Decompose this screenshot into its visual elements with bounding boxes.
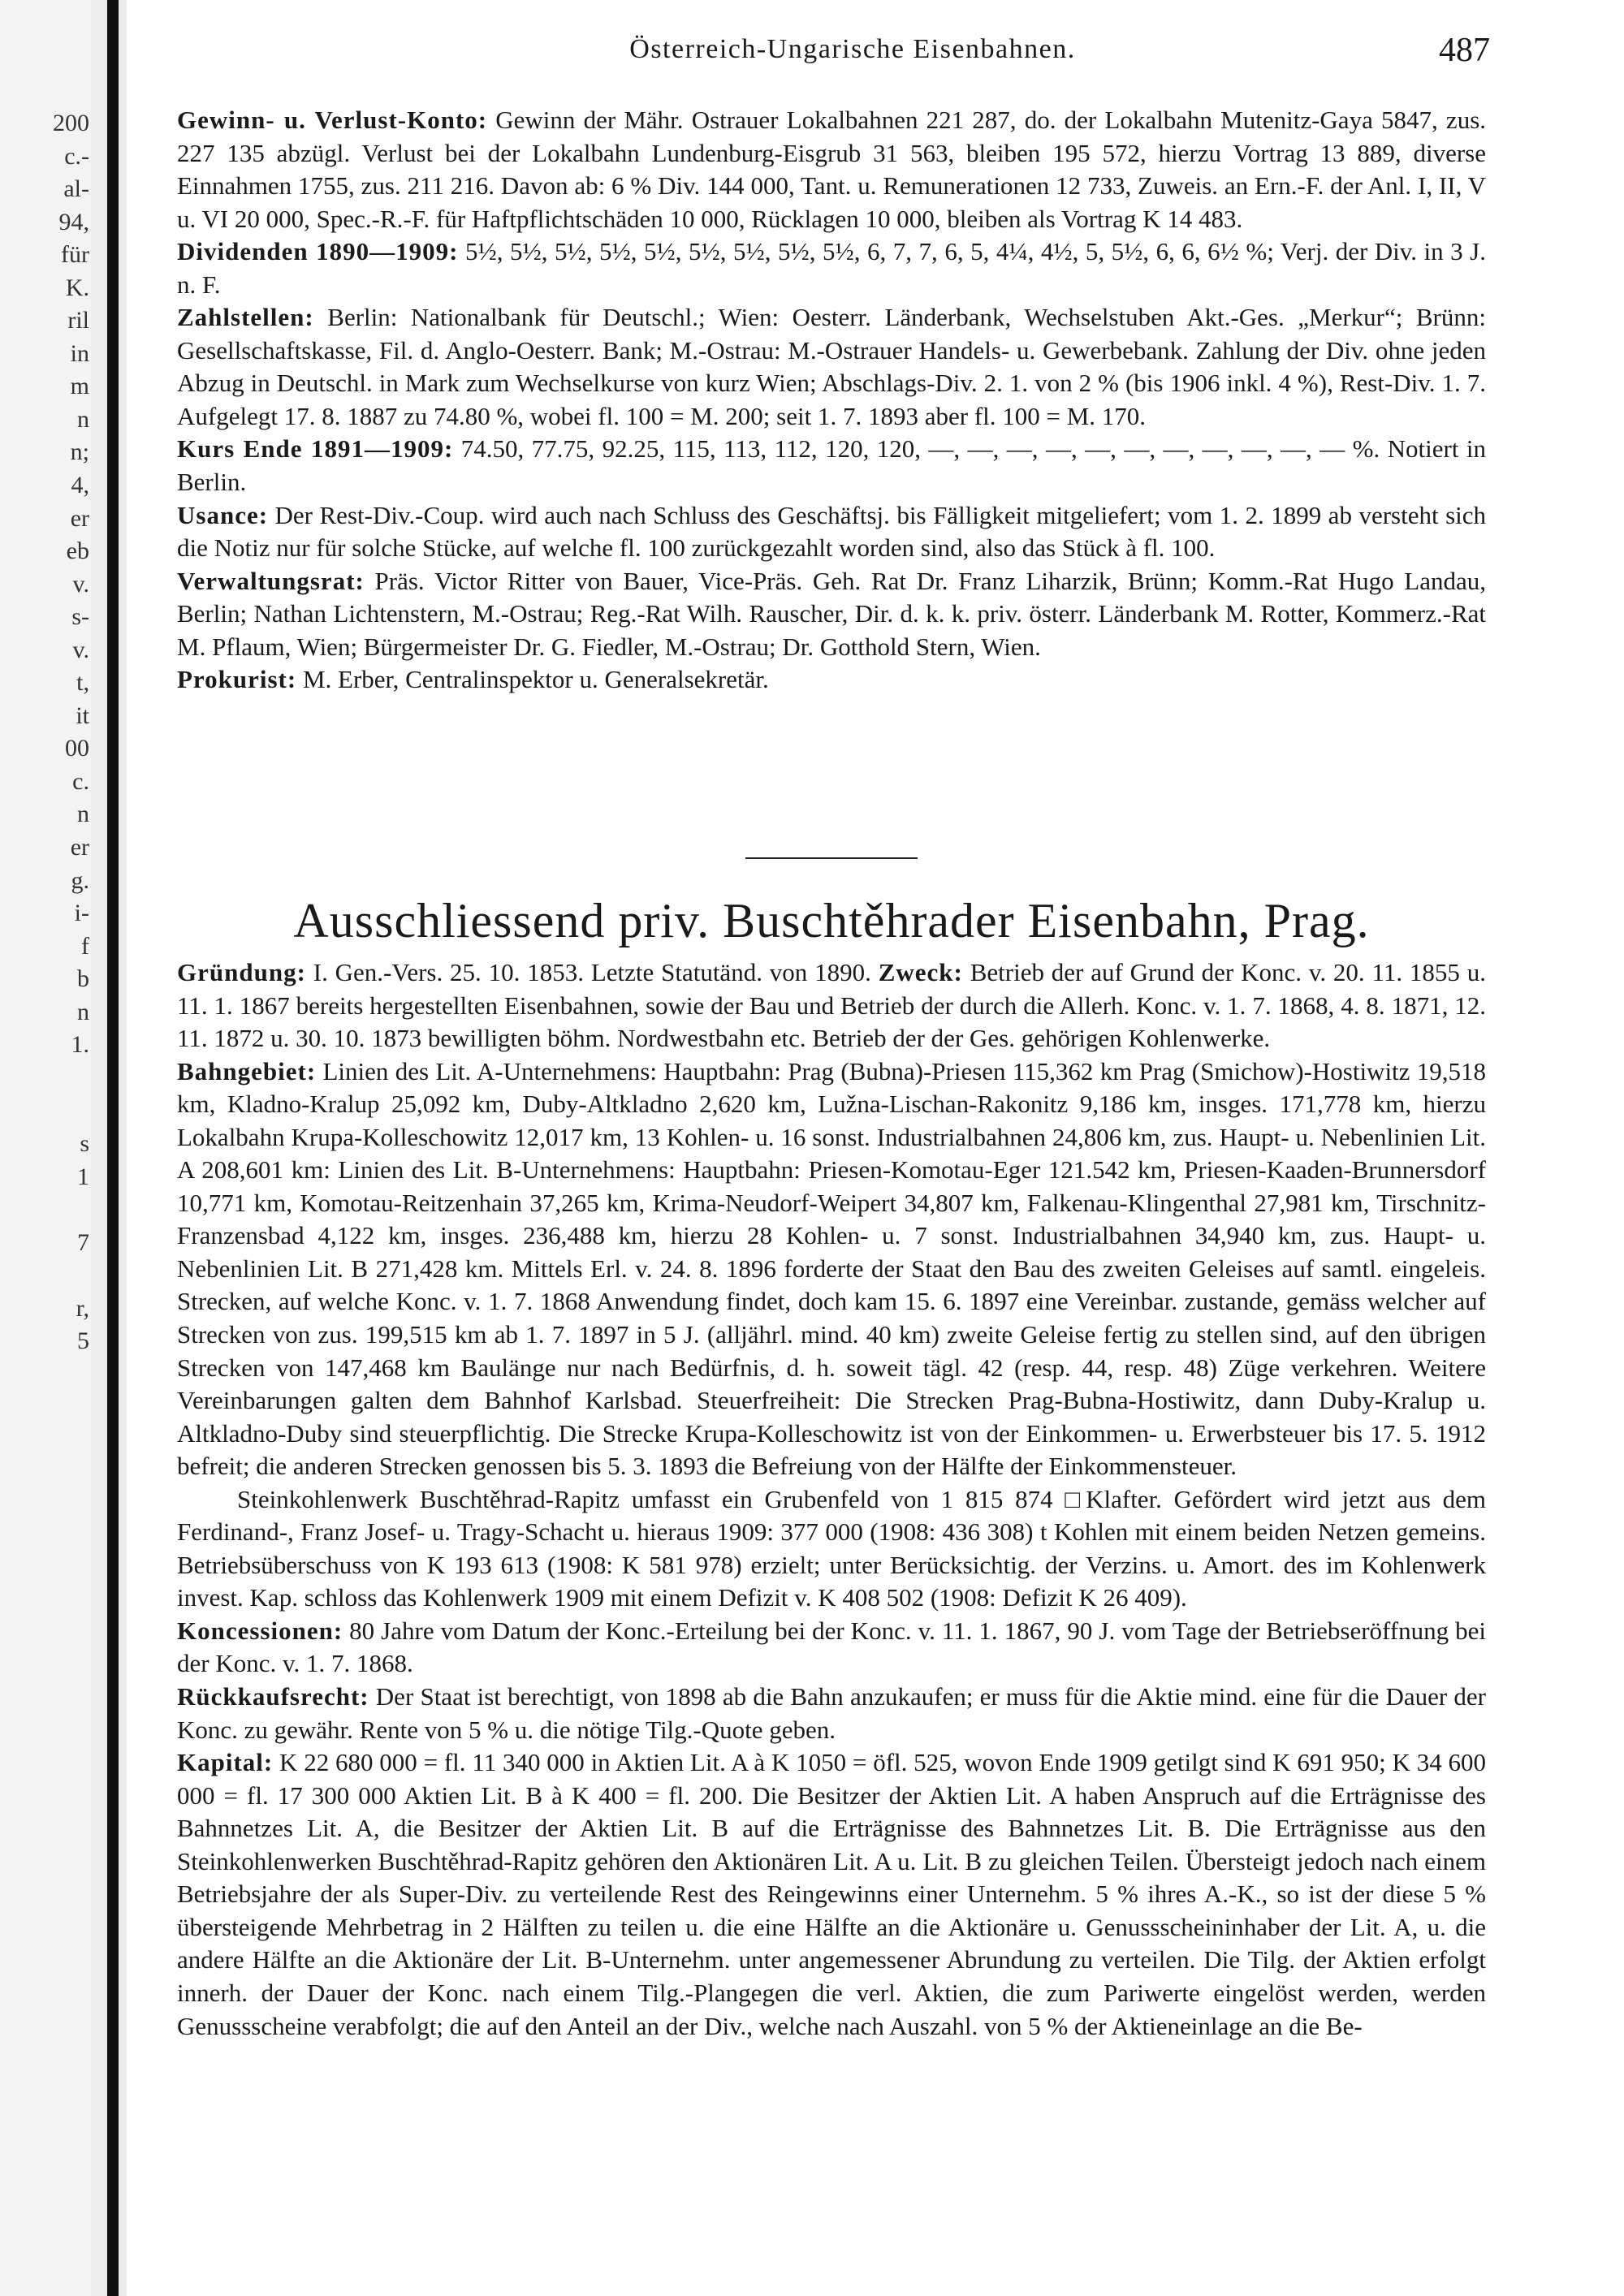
label-kurs: Kurs Ende 1891—1909: xyxy=(177,434,454,464)
section-buschtehrader xyxy=(177,956,1486,2043)
margin-fragment: f xyxy=(81,932,89,960)
section-mahr-ostrauer xyxy=(177,104,1486,697)
paragraph-usance xyxy=(177,499,1486,565)
text-rueckkaufsrecht: Der Staat ist berechtigt, von 1898 ab die Bahn anzukaufen; er muss für die Aktie mind. eine für die Dauer der Konc. zu gewähr. Rente von 5 % u. die nötige Tilg.-Quote geben. xyxy=(177,1682,1486,1744)
margin-fragment: i- xyxy=(74,900,89,927)
margin-fragment xyxy=(0,1259,89,1293)
text-verwaltungsrat: Präs. Victor Ritter von Bauer, Vice-Präs. Geh. Rat Dr. Franz Liharzik, Brünn; Komm.-Rat Hugo Landau, Berlin; Nathan Lichtenstern, M.-Ostrau; Reg.-Rat Wilh. Rauscher, Dir. d. k. k. priv. österr. Länderbank M. Rotter, Kommerz.-Rat M. Pflaum, Wien; Bürgermeister Dr. G. Fiedler, M.-Ostrau; Dr. Gotthold Stern, Wien. xyxy=(177,566,1486,661)
margin-fragment: c.- xyxy=(64,142,89,170)
text-konzessionen: 80 Jahre vom Datum der Konc.-Erteilung bei der Konc. v. 11. 1. 1867, 90 J. vom Tage der Betriebseröffnung bei der Konc. v. 1. 7. 1868. xyxy=(177,1616,1486,1678)
label-dividenden: Dividenden 1890—1909: xyxy=(177,237,459,266)
paragraph-prokurist xyxy=(177,663,1486,697)
margin-fragments xyxy=(0,107,89,1358)
margin-fragment: 4, xyxy=(71,472,89,499)
margin-fragment xyxy=(0,1062,89,1095)
text-usance: Der Rest-Div.-Coup. wird auch nach Schluss des Geschäftsj. bis Fälligkeit mitgeliefert; vom 1. 2. 1899 ab versteht sich die Notiz nur für solche Stücke, auf welche fl. 100 zurückgezahlt worden sind, also das Stück à fl. 100. xyxy=(177,500,1486,563)
paragraph-zahlstellen xyxy=(177,301,1486,433)
paragraph-dividenden xyxy=(177,235,1486,301)
margin-fragment: v. xyxy=(72,570,89,598)
text-bahngebiet: Linien des Lit. A-Unternehmens: Hauptbahn: Prag (Bubna)-Priesen 115,362 km Prag (Smichow)-Hostiwitz 19,518 km, Kladno-Kralup 25,092 km, Duby-Altkladno 2,620 km, Lužna-Lischan-Rakonitz 9,186 km, insges. 171,778 km, hierzu Lokalbahn Krupa-Kolleschowitz 12,017 km, 13 Kohlen- u. 16 sonst. Industrialbahnen 24,806 km, zus. Haupt- u. Nebenlinien Lit. A 208,601 km: Linien des Lit. B-Unternehmens: Hauptbahn: Priesen-Komotau-Eger 121.542 km, Priesen-Kaaden-Brunnersdorf 10,771 km, Komotau-Reitzenhain 37,265 km, Krima-Neudorf-Weipert 34,807 km, Falkenau-Klingenthal 27,981 km, Tirschnitz-Franzensbad 4,122 km, insges. 236,488 km, hierzu 28 Kohlen- u. 7 sonst. Industrialbahnen 34,940 km, zus. Haupt- u. Nebenlinien Lit. B 271,428 km. Mittels Erl. v. 24. 8. 1896 forderte der Staat den Bau des zweiten Geleises auf samtl. eingeleis. Strecken, auf welche Konc. v. 1. 7. 1868 Anwendung findet, doch kam 15. 6. 1897 eine Vereinbar. zustande, gemäss welcher auf Strecken von zus. 199,515 km ab 1. 7. 1897 in 5 J. (alljährl. mind. 40 km) zweite Geleise fertig zu stellen sind, auf den übrigen Strecken von 147,468 km Baulänge nur nach Bedürfnis, d. h. soweit tägl. 42 (resp. 44, resp. 48) Züge verkehren. Weitere Vereinbarungen galten dem Bahnhof Karlsbad. Steuerfreiheit: Die Strecken Prag-Bubna-Hostiwitz, dann Duby-Kralup u. Altkladno-Duby sind steuerpflichtig. Die Strecke Krupa-Kolleschowitz ist von der Einkommen- u. Erwerbsteuer bis 17. 5. 1912 befreit; die anderen Strecken genossen bis 5. 3. 1893 die Befreiung von der Hälfte der Einkommensteuer. xyxy=(177,1056,1486,1481)
paragraph-rueckkaufsrecht xyxy=(177,1681,1486,1746)
text-gewinn: Gewinn der Mähr. Ostrauer Lokalbahnen 221 287, do. der Lokalbahn Mutenitz-Gaya 5847, zus. 227 135 abzügl. Verlust bei der Lokalbahn Lundenburg-Eisgrub 31 563, bleiben 195 572, hierzu Vortrag 13 889, diverse Einnahmen 1755, zus. 211 216. Davon ab: 6 % Div. 144 000, Tant. u. Remunerationen 12 733, Zuweis. an Ern.-F. der Anl. I, II, V u. VI 20 000, Spec.-R.-F. für Haftpflichtschäden 10 000, Rücklagen 10 000, bleiben als Vortrag K 14 483. xyxy=(177,106,1487,233)
margin-fragment: 1 xyxy=(77,1163,89,1190)
margin-fragment: in xyxy=(70,339,89,367)
paragraph-konzessionen xyxy=(177,1615,1486,1681)
margin-fragment: n; xyxy=(70,438,89,466)
text-prokurist: M. Erber, Centralinspektor u. Generalsekretär. xyxy=(296,665,769,694)
label-rueckkaufsrecht: Rückkaufsrecht: xyxy=(177,1682,369,1711)
text-zweck: Betrieb der auf Grund der Konc. v. 20. 11. 1855 u. 11. 1. 1867 bereits hergestellten Eisenbahnen, sowie der Bau und Betrieb der durch die Allerh. Konc. v. 1. 7. 1868, 4. 8. 1871, 12. 11. 1872 u. 30. 10. 1873 bewilligten böhm. Nordwestbahn etc. Betrieb der der Ges. gehörigen Kohlenwerke. xyxy=(177,958,1487,1053)
text-zahlstellen: Berlin: Nationalbank für Deutschl.; Wien: Oesterr. Länderbank, Wechselstuben Akt.-Ges. „Merkur“; Brünn: Gesellschaftskasse, Fil. d. Anglo-Oesterr. Bank; M.-Ostrau: M.-Ostrauer Handels- u. Gewerbebank. Zahlung der Div. ohne jeden Abzug in Deutschl. in Mark zum Wechselkurse von kurz Wien; Abschlags-Div. 2. 1. von 2 % (bis 1906 inkl. 4 %), Rest-Div. 1. 7. Aufgelegt 17. 8. 1887 zu 74.80 %, wobei fl. 100 = M. 200; seit 1. 7. 1893 aber fl. 100 = M. 170. xyxy=(177,303,1486,430)
margin-fragment: s xyxy=(80,1129,89,1157)
margin-fragment: g. xyxy=(71,866,89,894)
margin-fragment: für xyxy=(61,241,89,269)
previous-page-edge xyxy=(0,0,91,2296)
margin-fragment: n xyxy=(77,998,89,1025)
margin-fragment: al- xyxy=(63,175,89,203)
margin-fragment xyxy=(0,1193,89,1227)
paragraph-gewinn xyxy=(177,104,1486,235)
margin-fragment: er xyxy=(70,834,89,861)
margin-fragment: eb xyxy=(66,537,89,565)
section-divider xyxy=(745,857,918,859)
margin-fragment: n xyxy=(77,801,89,828)
text-dividenden: 5½, 5½, 5½, 5½, 5½, 5½, 5½, 5½, 5½, 6, 7, 7, 6, 5, 4¼, 4½, 5, 5½, 6, 6, 6½ %; Verj. der Div. in 3 J. n. F. xyxy=(177,237,1486,299)
label-prokurist: Prokurist: xyxy=(177,665,297,694)
text-gruendung: I. Gen.-Vers. 25. 10. 1853. Letzte Statutänd. von 1890. xyxy=(305,958,871,986)
margin-fragment: it xyxy=(76,701,89,729)
label-bahngebiet: Bahngebiet: xyxy=(177,1056,317,1085)
margin-fragment: m xyxy=(70,373,89,400)
label-usance: Usance: xyxy=(177,500,269,529)
text-kapital: K 22 680 000 = fl. 11 340 000 in Aktien Lit. A à K 1050 = öfl. 525, wovon Ende 1909 getilgt sind K 691 950; K 34 600 000 = fl. 17 300 000 Aktien Lit. B à K 400 = fl. 200. Die Besitzer der Aktien Lit. A haben Anspruch auf die Erträgnisse des Bahnnetzes Lit. A, die Besitzer der Aktien Lit. B auf die Erträgnisse des Bahnnetzes Lit. B. Die Erträgnisse aus den Steinkohlenwerken Buschtěhrad-Rapitz gehören den Aktionären Lit. A u. Lit. B zu gleichen Teilen. Übersteigt jedoch nach einem Betriebsjahre der als Super-Div. zu verteilende Rest des Reingewinns einer Unternehm. 5 % ihres A.-K., so ist der diese 5 % übersteigende Mehrbetrag in 2 Hälften zu teilen u. die eine Hälfte an die Aktionäre u. Genussscheininhaber der Lit. A, u. die andere Hälfte an die Aktionäre der Lit. B-Unternehm. unter angemessener Abrundung zu verteilen. Die Tilg. der Aktien erfolgt innerh. der Dauer der Konc. nach einem Tilg.-Plangegen die verl. Aktien, die zum Pariwerte eingelöst werden, werden Genussscheine verabfolgt; die auf den Anteil an der Div., welche nach Auszahl. von 5 % der Aktieneinlage an die Be- xyxy=(177,1748,1486,2040)
paragraph-verwaltungsrat xyxy=(177,565,1486,664)
margin-fragment: 7 xyxy=(77,1228,89,1256)
margin-fragment: b xyxy=(77,965,89,993)
margin-fragment: r, xyxy=(76,1294,89,1322)
label-kapital: Kapital: xyxy=(177,1748,274,1777)
paragraph-kurs xyxy=(177,433,1486,498)
paragraph-bahngebiet xyxy=(177,1055,1486,1483)
page-number: 487 xyxy=(1439,32,1490,69)
label-konzessionen: Koncessionen: xyxy=(177,1616,343,1645)
text-kurs: 74.50, 77.75, 92.25, 115, 113, 112, 120, 120, —, —, —, —, —, —, —, —, —, —, — %. Notiert in Berlin. xyxy=(177,434,1486,497)
margin-fragment: ril xyxy=(67,307,89,334)
margin-fragment: er xyxy=(70,504,89,532)
margin-fragment: 5 xyxy=(77,1327,89,1355)
margin-fragment: n xyxy=(77,405,89,433)
paragraph-kapital xyxy=(177,1746,1486,2043)
margin-fragment: 200 xyxy=(53,110,89,136)
margin-fragment: 94, xyxy=(58,208,89,235)
running-header: Österreich-Ungarische Eisenbahnen. xyxy=(629,34,1076,64)
label-verwaltungsrat: Verwaltungsrat: xyxy=(177,566,365,595)
margin-fragment: v. xyxy=(72,636,89,663)
binding-rule xyxy=(107,0,119,2296)
margin-fragment: t, xyxy=(76,669,89,697)
label-gewinn: Gewinn- u. Verlust-Konto: xyxy=(177,106,488,134)
section-heading: Ausschliessend priv. Buschtěhrader Eisenbahn, Prag. xyxy=(293,894,1370,947)
label-gruendung: Gründung: xyxy=(177,958,306,986)
margin-fragment: 1. xyxy=(71,1031,89,1059)
margin-fragment xyxy=(0,1094,89,1128)
label-zahlstellen: Zahlstellen: xyxy=(177,303,314,332)
paragraph-steinkohlenwerk: Steinkohlenwerk Buschtěhrad-Rapitz umfasst ein Grubenfeld von 1 815 874 □Klafter. Gefördert wird jetzt aus dem Ferdinand-, Franz Josef- u. Tragy-Schacht u. hieraus 1909: 377 000 (1908: 436 308) t Kohlen mit einem beiden Netzen gemeins. Betriebsüberschuss von K 193 613 (1908: K 581 978) erzielt; unter Berücksichtig. der Verzins. u. Amort. des im Kohlenwerk invest. Kap. schloss das Kohlenwerk 1909 mit einem Defizit v. K 408 502 (1908: Defizit K 26 409). xyxy=(177,1484,1486,1612)
margin-fragment: 00 xyxy=(65,735,89,762)
paragraph-gruendung xyxy=(177,956,1486,1055)
label-zweck: Zweck: xyxy=(878,958,963,986)
margin-fragment: K. xyxy=(65,274,89,301)
margin-fragment: c. xyxy=(72,767,89,795)
margin-fragment: s- xyxy=(71,603,89,631)
